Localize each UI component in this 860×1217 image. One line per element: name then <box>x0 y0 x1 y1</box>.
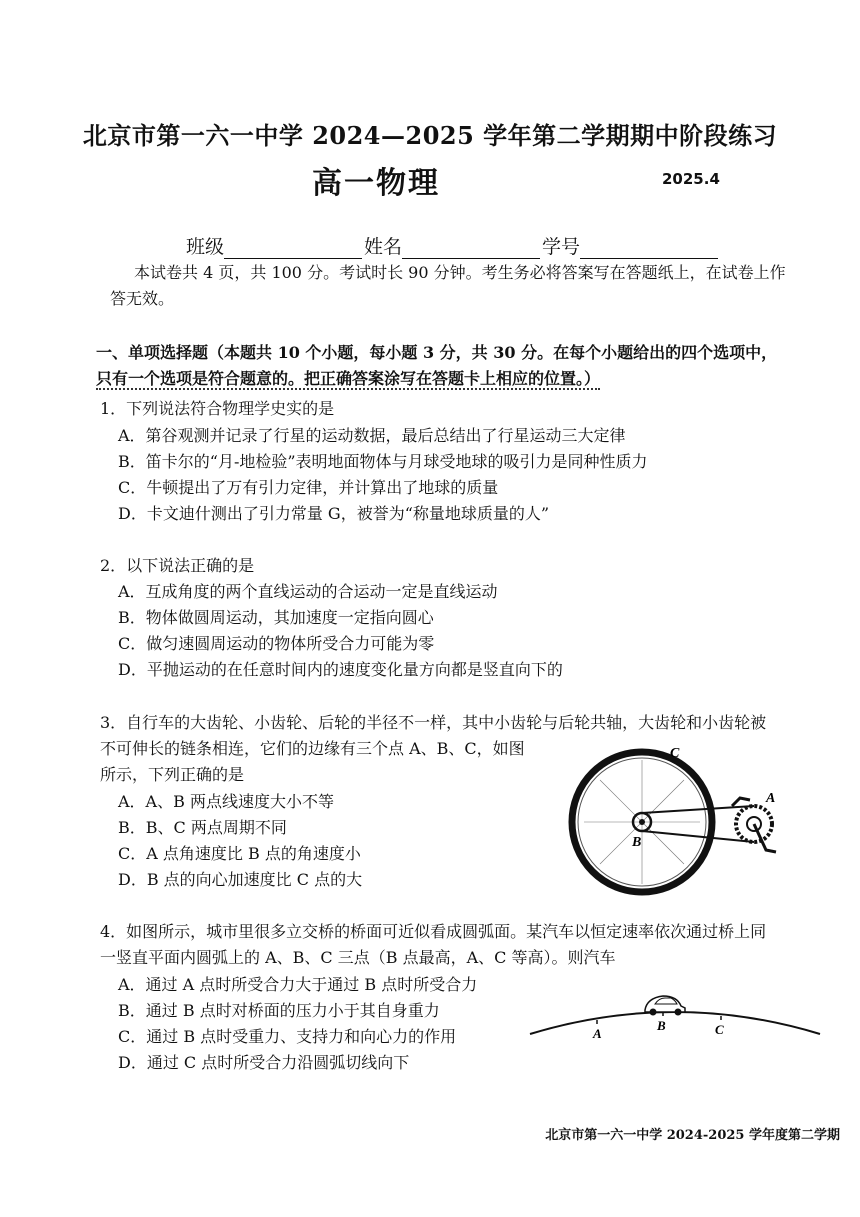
section1-heading-part2: 只有一个选项是符合题意的。把正确答案涂写在答题卡上相应的位置。） <box>96 369 601 388</box>
q3-option-b: B．B、C 两点周期不同 <box>118 818 287 837</box>
bridge-arc <box>530 1012 820 1034</box>
q4-option-c: C．通过 B 点时受重力、支持力和向心力的作用 <box>118 1027 457 1046</box>
rear-axle <box>639 819 645 825</box>
q2-stem: 2．以下说法正确的是 <box>100 556 255 575</box>
number-blank <box>580 236 718 259</box>
subject-title: 高一物理 <box>312 166 440 201</box>
q1-option-a: A．第谷观测并记录了行星的运动数据，最后总结出了行星运动三大定律 <box>118 426 626 445</box>
section1-heading-part1: 一、单项选择题（本题共 10 个小题，每小题 3 分，共 30 分。在每个小题给出的四个选项中， <box>96 343 778 362</box>
exam-notice-line2: 答无效。 <box>110 289 175 308</box>
q4-option-b: B．通过 B 点时对桥面的压力小于其自身重力 <box>118 1001 440 1020</box>
q1-stem: 1．下列说法符合物理学史实的是 <box>100 399 335 418</box>
q3-stem-line3: 所示，下列正确的是 <box>100 765 245 784</box>
q2-option-d: D．平抛运动的在任意时间内的速度变化量方向都是竖直向下的 <box>118 660 563 679</box>
bridge-arc-figure <box>525 982 825 1042</box>
class-label: 班级 <box>186 236 225 258</box>
name-blank <box>402 236 540 259</box>
exam-date: 2025.4 <box>662 170 720 188</box>
section1-heading <box>96 340 826 392</box>
pedal-arm-top <box>732 798 750 806</box>
class-blank <box>224 236 362 259</box>
label-a: A <box>766 791 776 806</box>
q3-stem-line1: 3．自行车的大齿轮、小齿轮、后轮的半径不一样，其中小齿轮与后轮共轴，大齿轮和小齿轮被 <box>100 713 767 732</box>
q4-stem-line2: 一竖直平面内圆弧上的 A、B、C 三点（B 点最高，A、C 等高）。则汽车 <box>100 948 616 967</box>
q4-option-a: A．通过 A 点时所受合力大于通过 B 点时所受合力 <box>118 975 478 994</box>
bridge-label-b: B <box>657 1018 666 1033</box>
student-info-line <box>186 232 720 259</box>
q3-option-d: D．B 点的向心加速度比 C 点的大 <box>118 870 363 889</box>
label-c: C <box>670 746 680 761</box>
bridge-label-c: C <box>715 1022 724 1037</box>
q2-option-c: C．做匀速圆周运动的物体所受合力可能为零 <box>118 634 435 653</box>
q1-option-b: B．笛卡尔的“月-地检验”表明地面物体与月球受地球的吸引力是同种性质力 <box>118 452 648 471</box>
q2-option-b: B．物体做圆周运动，其加速度一定指向圆心 <box>118 608 434 627</box>
q3-option-c: C．A 点角速度比 B 点的角速度小 <box>118 844 361 863</box>
car-icon <box>645 996 685 1016</box>
q3-option-a: A．A、B 两点线速度大小不等 <box>118 792 334 811</box>
q2-option-a: A．互成角度的两个直线运动的合运动一定是直线运动 <box>118 582 498 601</box>
exam-title: 北京市第一六一中学 2024—2025 学年第二学期期中阶段练习 <box>82 121 778 150</box>
bicycle-gear-figure <box>560 742 820 898</box>
q1-option-c: C．牛顿提出了万有引力定律，并计算出了地球的质量 <box>118 478 499 497</box>
q1-option-d: D．卡文迪什测出了引力常量 G，被誉为“称量地球质量的人” <box>118 504 550 523</box>
q4-option-d: D．通过 C 点时所受合力沿圆弧切线向下 <box>118 1053 410 1072</box>
bridge-label-a: A <box>593 1026 602 1041</box>
q4-stem-line1: 4．如图所示，城市里很多立交桥的桥面可近似看成圆弧面。某汽车以恒定速率依次通过桥上同 <box>100 922 767 941</box>
label-b: B <box>632 835 642 850</box>
number-label: 学号 <box>542 236 581 258</box>
q3-stem-line2: 不可伸长的链条相连，它们的边缘有三个点 A、B、C，如图 <box>100 739 525 758</box>
page-footer: 北京市第一六一中学 2024-2025 学年度第二学期 <box>545 1128 840 1143</box>
exam-notice-line1: 本试卷共 4 页，共 100 分。考试时长 90 分钟。考生务必将答案写在答题纸上，在试卷上作 <box>134 263 786 282</box>
name-label: 姓名 <box>364 236 403 258</box>
chain-top <box>642 806 754 813</box>
